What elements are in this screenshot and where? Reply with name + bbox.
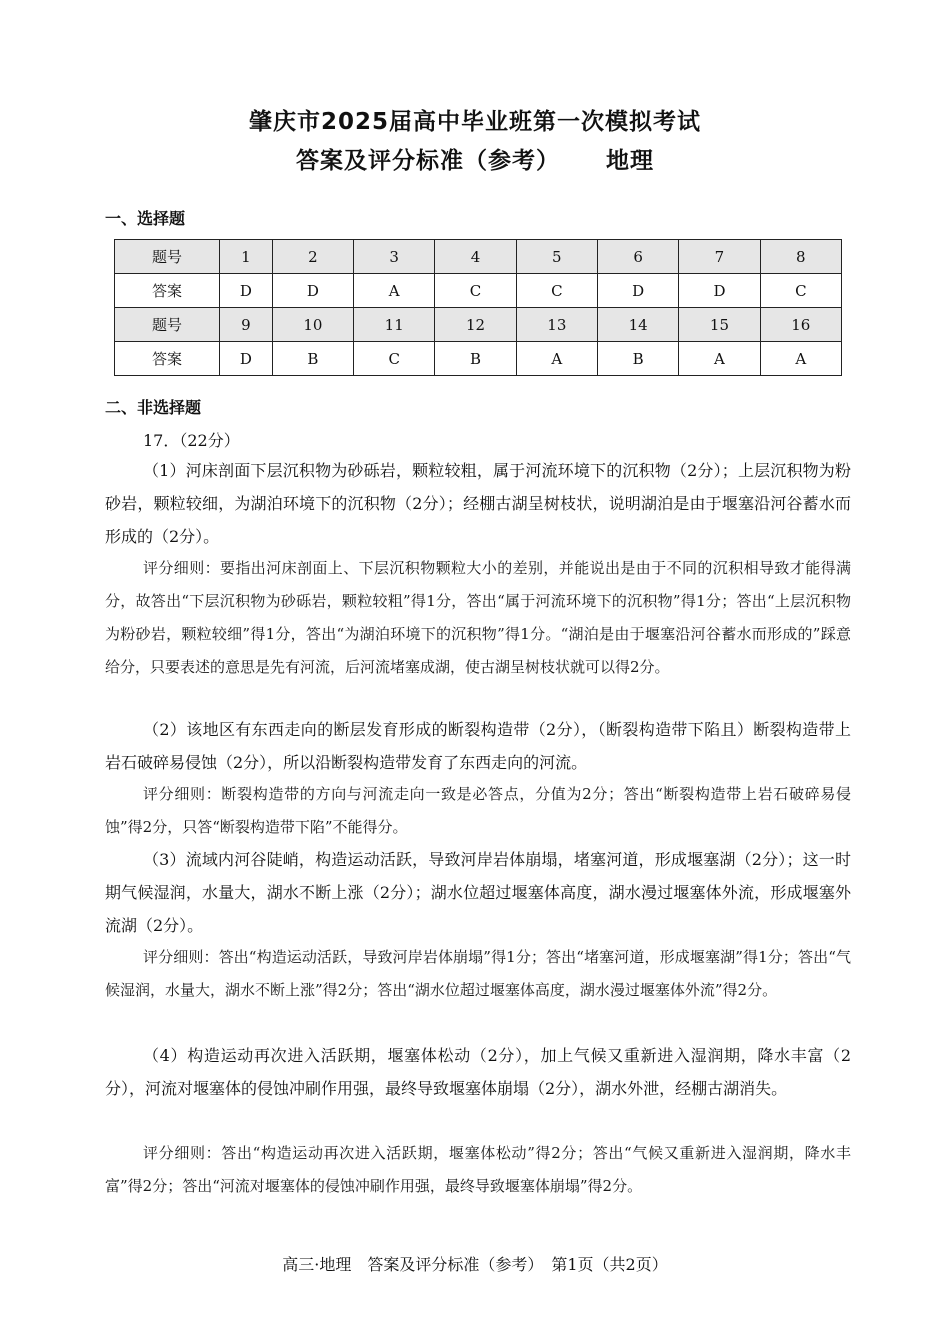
table-cell: 14 (597, 308, 678, 342)
q17-part3-scoring-note: 评分细则：答出“构造运动活跃，导致河岸岩体崩塌”得1分；答出“堵塞河道，形成堰塞湖”得1分；答出“气候湿润，水量大，湖水不断上涨”得2分；答出“湖水位超过堰塞体高度，湖水漫过堰塞体外流”得2分。 (105, 948, 851, 999)
answer-table (114, 239, 842, 376)
row-label: 题号 (115, 308, 220, 342)
table-cell: B (272, 342, 353, 376)
table-cell: D (272, 274, 353, 308)
answer-key-title: 答案及评分标准（参考） (296, 148, 560, 174)
q17-part4-scoring-note: 评分细则：答出“构造运动再次进入活跃期，堰塞体松动”得2分；答出“气候又重新进入湿润期，降水丰富”得2分；答出“河流对堰塞体的侵蚀冲刷作用强，最终导致堰塞体崩塌”得2分。 (105, 1144, 851, 1195)
table-cell: 7 (679, 240, 760, 274)
table-cell: 4 (435, 240, 516, 274)
row-label: 答案 (115, 342, 220, 376)
section-multiple-choice-heading: 一、选择题 (105, 209, 186, 228)
exam-subtitle (0, 142, 950, 175)
q17-part3-answer: （3）流域内河谷陡峭，构造运动活跃，导致河岸岩体崩塌，堵塞河道，形成堰塞湖（2分）；这一时期气候湿润，水量大，湖水不断上涨（2分）；湖水位超过堰塞体高度，湖水漫过堰塞体外流，形成堰塞外流湖（2分）。 (105, 850, 851, 935)
q17-part2-scoring-note: 评分细则：断裂构造带的方向与河流走向一致是必答点，分值为2分；答出“断裂构造带上岩石破碎易侵蚀”得2分，只答“断裂构造带下陷”不能得分。 (105, 785, 851, 836)
exam-title: 肇庆市2025届高中毕业班第一次模拟考试 (248, 109, 701, 135)
question-number-row (115, 308, 842, 342)
row-label: 题号 (115, 240, 220, 274)
table-cell: 15 (679, 308, 760, 342)
table-cell: 9 (220, 308, 273, 342)
table-cell: 16 (760, 308, 841, 342)
table-cell: C (435, 274, 516, 308)
question-number-row (115, 240, 842, 274)
table-cell: D (679, 274, 760, 308)
q17-part1-answer: （1）河床剖面下层沉积物为砂砾岩，颗粒较粗，属于河流环境下的沉积物（2分）；上层沉积物为粉砂岩，颗粒较细，为湖泊环境下的沉积物（2分）；经棚古湖呈树枝状，说明湖泊是由于堰塞沿河谷蓄水而形成的（2分）。 (105, 461, 851, 546)
table-cell: A (679, 342, 760, 376)
table-cell: D (220, 274, 273, 308)
table-cell: 12 (435, 308, 516, 342)
table-cell: 5 (516, 240, 597, 274)
table-cell: 2 (272, 240, 353, 274)
page-footer: 高三·地理 答案及评分标准（参考） 第1页（共2页） (282, 1255, 668, 1274)
q17-part2-answer: （2）该地区有东西走向的断层发育形成的断裂构造带（2分），（断裂构造带下陷且）断裂构造带上岩石破碎易侵蚀（2分），所以沿断裂构造带发育了东西走向的河流。 (105, 720, 851, 772)
table-cell: C (354, 342, 435, 376)
table-cell: A (760, 342, 841, 376)
table-cell: 10 (272, 308, 353, 342)
subject-title: 地理 (606, 148, 654, 174)
table-cell: 11 (354, 308, 435, 342)
table-cell: B (435, 342, 516, 376)
row-label: 答案 (115, 274, 220, 308)
table-cell: 1 (220, 240, 273, 274)
table-cell: D (597, 274, 678, 308)
table-cell: B (597, 342, 678, 376)
table-cell: 13 (516, 308, 597, 342)
table-cell: 3 (354, 240, 435, 274)
q17-part1-scoring-note: 评分细则：要指出河床剖面上、下层沉积物颗粒大小的差别，并能说出是由于不同的沉积相导致才能得满分，故答出“下层沉积物为砂砾岩，颗粒较粗”得1分，答出“属于河流环境下的沉积物”得1分；答出“上层沉积物为粉砂岩，颗粒较细”得1分，答出“为湖泊环境下的沉积物”得1分。“湖泊是由于堰塞沿河谷蓄水而形成的”踩意给分，只要表述的意思是先有河流，后河流堵塞成湖，使古湖呈树枝状就可以得2分。 (105, 559, 851, 676)
question-17-heading: 17．（22分） (143, 431, 240, 450)
table-cell: D (220, 342, 273, 376)
table-cell: A (516, 342, 597, 376)
answer-row (115, 342, 842, 376)
table-cell: 8 (760, 240, 841, 274)
table-cell: 6 (597, 240, 678, 274)
answer-row (115, 274, 842, 308)
table-cell: C (760, 274, 841, 308)
table-cell: A (354, 274, 435, 308)
table-cell: C (516, 274, 597, 308)
section-free-response-heading: 二、非选择题 (105, 398, 202, 417)
q17-part4-answer: （4）构造运动再次进入活跃期，堰塞体松动（2分），加上气候又重新进入湿润期，降水丰富（2分），河流对堰塞体的侵蚀冲刷作用强，最终导致堰塞体崩塌（2分），湖水外泄，经棚古湖消失。 (105, 1046, 851, 1098)
